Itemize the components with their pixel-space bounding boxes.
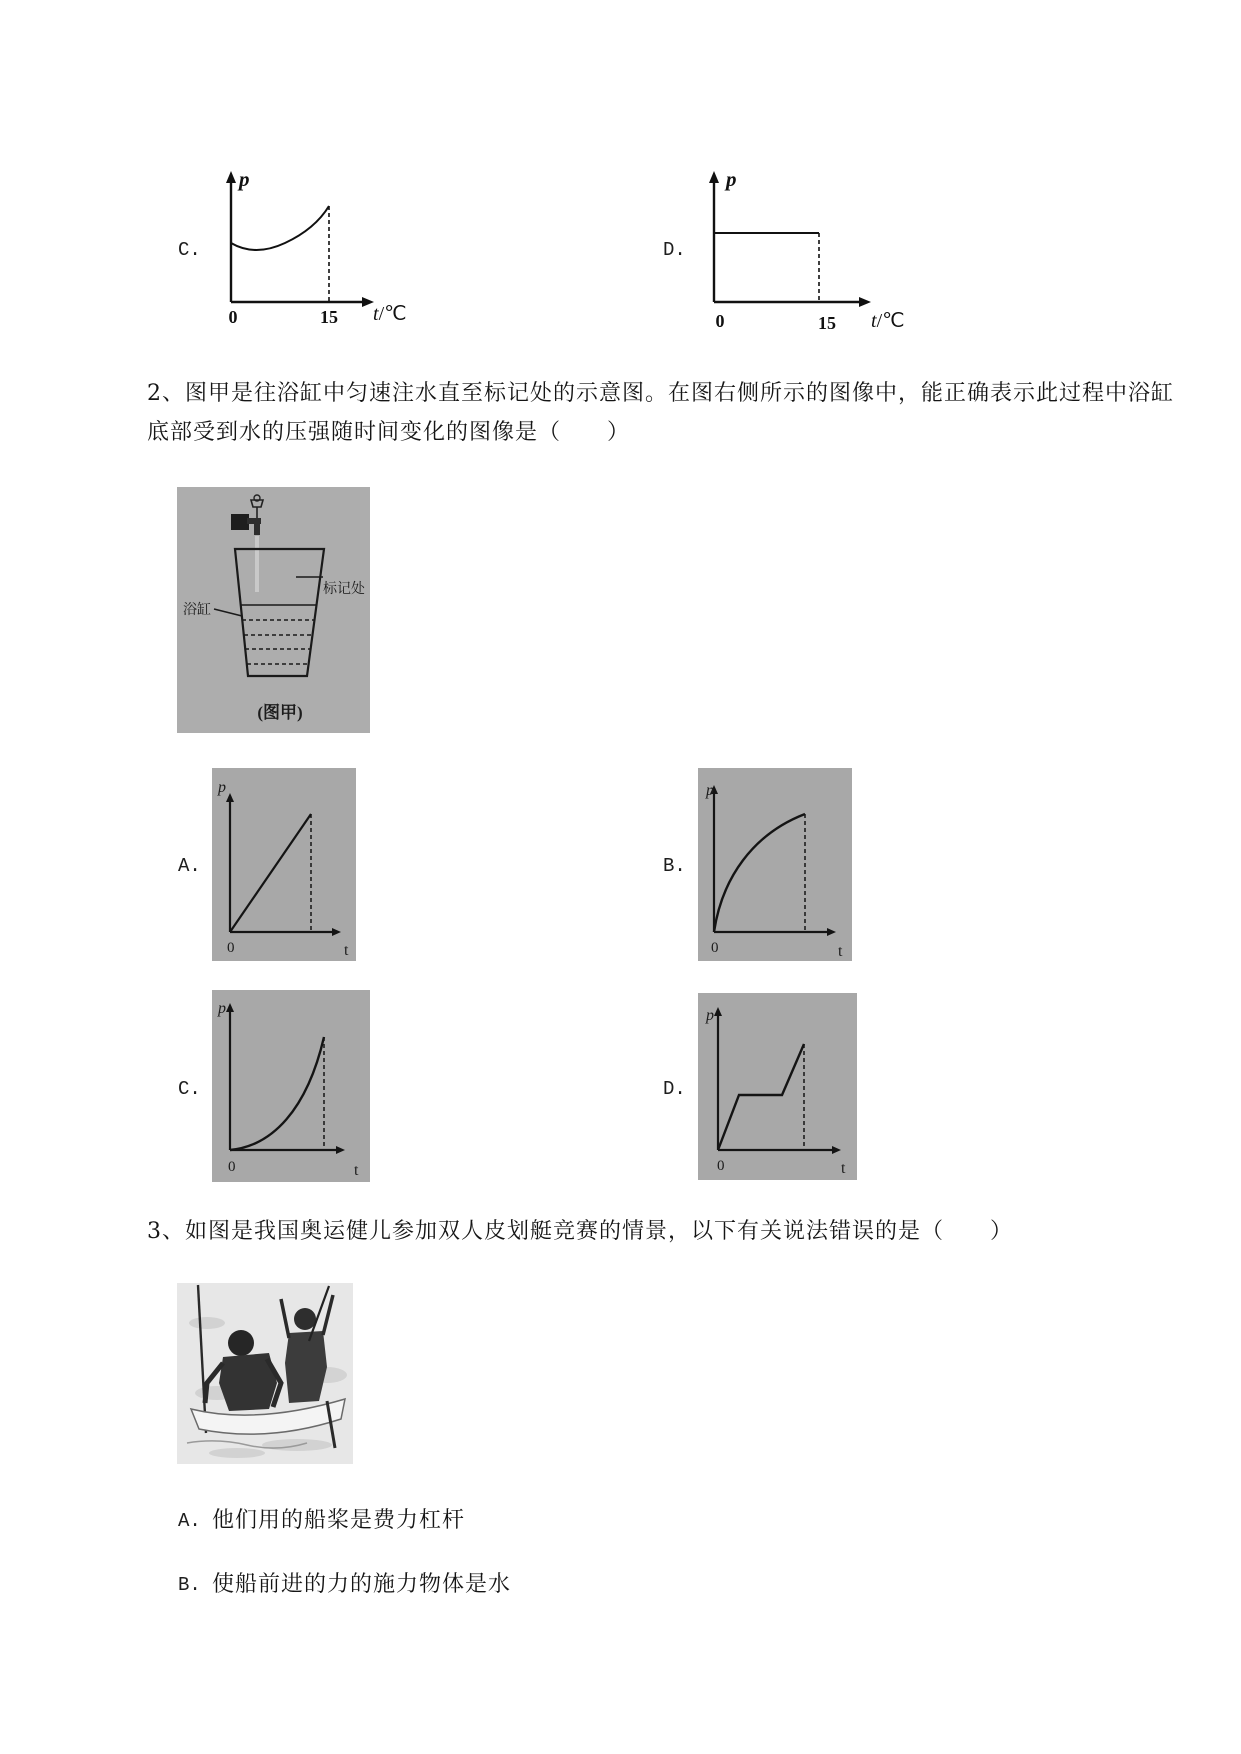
q1-option-d-graph <box>698 165 938 340</box>
origin-label: 0 <box>228 1159 236 1175</box>
q3-option-b-label: B. <box>178 1574 201 1596</box>
q3-stem: 3、如图是我国奥运健儿参加双人皮划艇竞赛的情景，以下有关说法错误的是（ ） <box>147 1219 1013 1244</box>
mark-label: 标记处 <box>323 582 365 597</box>
q2-option-b-label: B. <box>663 855 686 877</box>
y-axis-label: p <box>706 1007 714 1024</box>
x-axis-label: t <box>841 1160 846 1177</box>
canoe-photo <box>177 1283 353 1464</box>
q2-option-d-label: D. <box>663 1078 686 1100</box>
y-axis-arrow <box>709 171 719 183</box>
origin-label: 0 <box>711 940 719 956</box>
x-tick-label: 15 <box>320 307 338 327</box>
tub-label: 浴缸 <box>183 603 211 618</box>
q2-option-c-graph <box>212 990 370 1182</box>
q2-stem-line1: 2、图甲是往浴缸中匀速注水直至标记处的示意图。在图右侧所示的图像中，能正确表示此过程中浴缸 <box>147 381 1175 406</box>
x-axis-label: t <box>354 1162 359 1179</box>
x-tick-label: 15 <box>818 313 836 333</box>
x-axis-label: t/℃ <box>373 303 407 325</box>
q1-option-c-graph <box>215 165 455 335</box>
x-axis-label: t <box>344 942 349 959</box>
y-axis-label: p <box>726 167 737 191</box>
q2-option-d-graph <box>698 993 857 1180</box>
y-axis-label: p <box>218 1000 226 1017</box>
water-stream <box>255 536 259 592</box>
q3-option-b-text: 使船前进的力的施力物体是水 <box>212 1572 512 1597</box>
q2-option-b-graph <box>698 768 852 961</box>
bathtub-figure <box>177 487 370 733</box>
origin-label: 0 <box>715 311 725 331</box>
q1-option-d-label: D. <box>663 239 686 261</box>
origin-label: 0 <box>717 1158 725 1174</box>
q2-option-c-label: C. <box>178 1078 201 1100</box>
q2-option-a-label: A. <box>178 855 201 877</box>
figure-caption: (图甲) <box>257 703 303 722</box>
q2-stem-line2: 底部受到水的压强随时间变化的图像是（ ） <box>147 420 631 445</box>
graph-background <box>212 990 370 1182</box>
x-axis-arrow <box>859 297 871 307</box>
y-axis-label: p <box>706 782 714 799</box>
x-axis-label: t <box>838 943 843 960</box>
q2-option-a-graph <box>212 768 356 961</box>
origin-label: 0 <box>227 940 235 956</box>
pressure-curve <box>231 206 329 250</box>
q3-option-a-text: 他们用的船桨是费力杠杆 <box>212 1508 466 1533</box>
x-axis-label: t/℃ <box>871 310 905 332</box>
origin-label: 0 <box>228 307 238 327</box>
y-axis-label: p <box>239 167 250 191</box>
y-axis-label: p <box>218 779 226 796</box>
q3-option-a-label: A. <box>178 1510 201 1532</box>
q1-option-c-label: C. <box>178 239 201 261</box>
y-axis-arrow <box>226 171 236 183</box>
